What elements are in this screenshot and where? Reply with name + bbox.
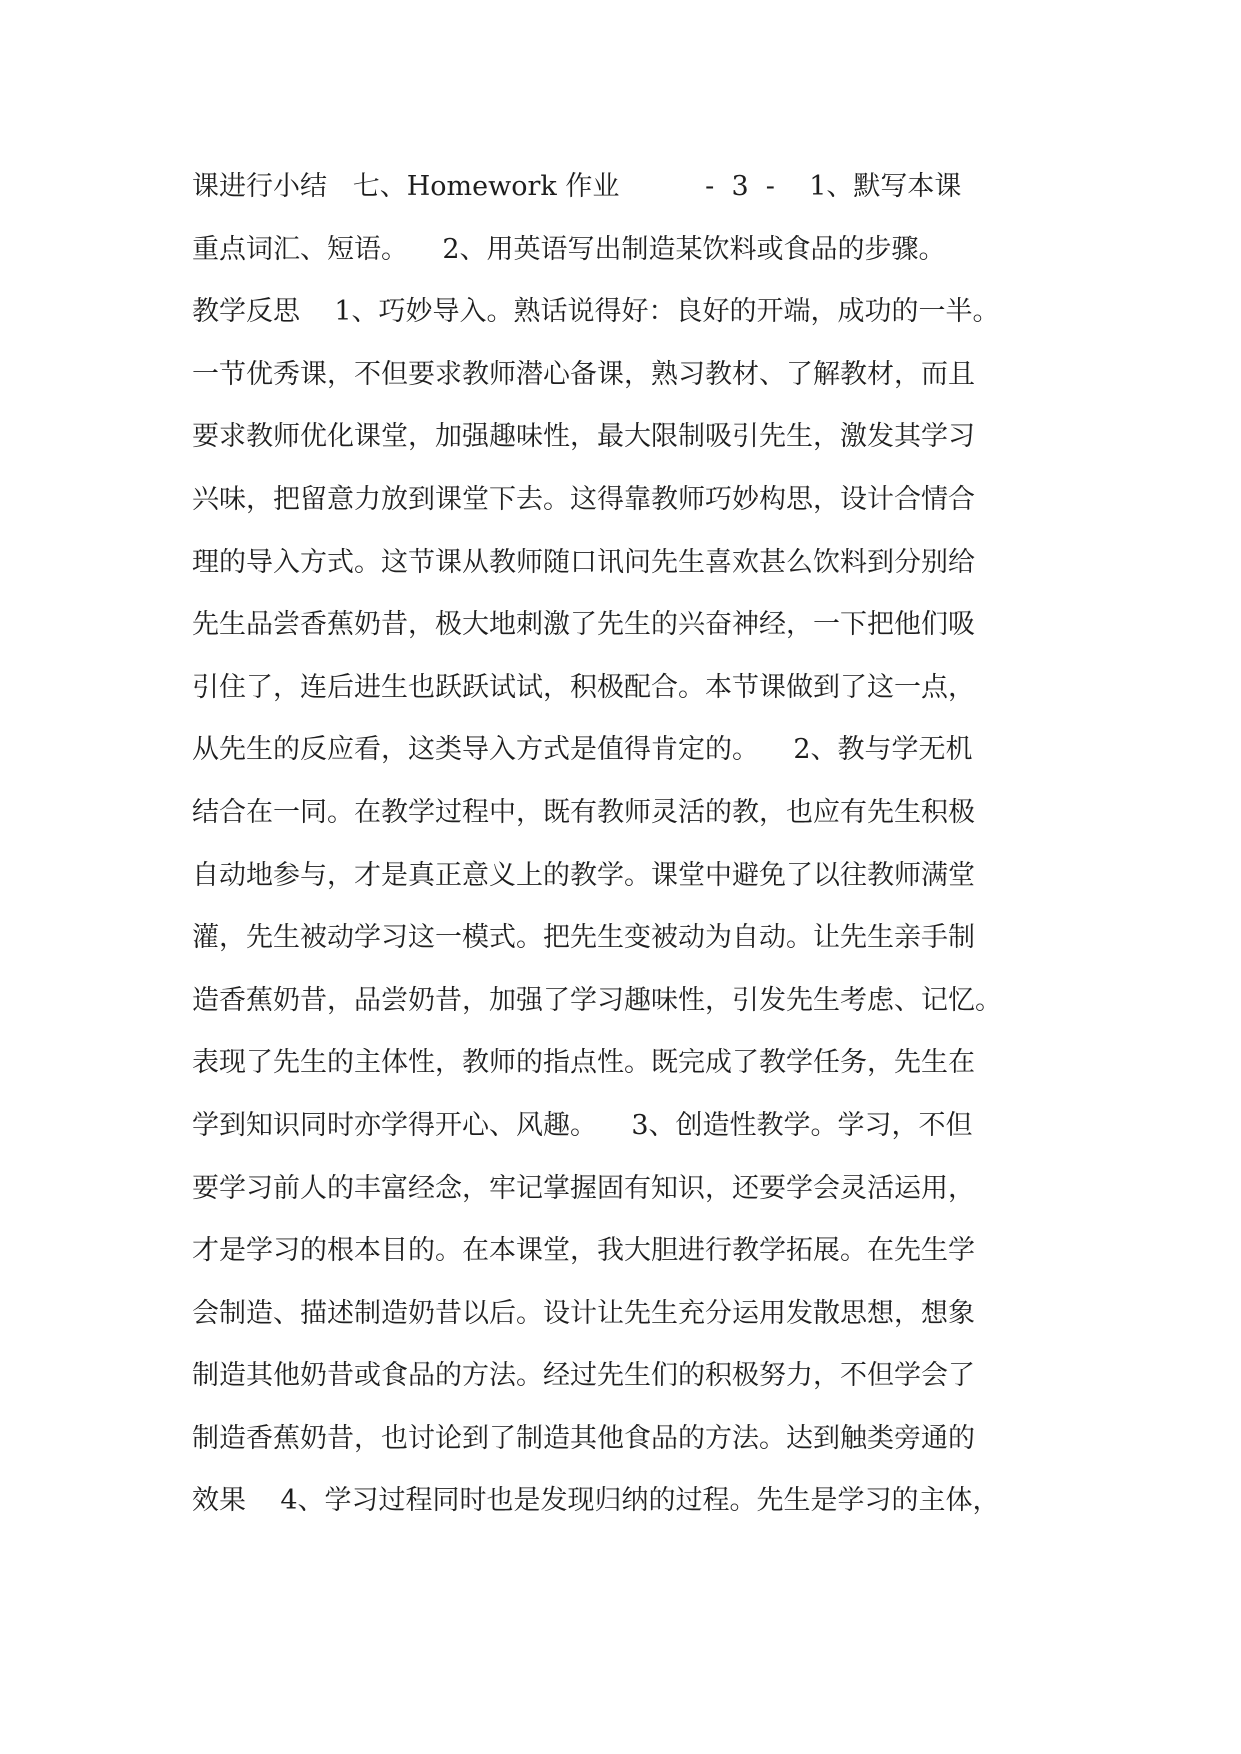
text-line: 要学习前人的丰富经念，牢记掌握固有知识，还要学会灵活运用， xyxy=(192,1172,975,1204)
text-line: 制造其他奶昔或食品的方法。经过先生们的积极努力，不但学会了 xyxy=(192,1360,975,1392)
text-line: 从先生的反应看，这类导入方式是值得肯定的。 2、教与学无机 xyxy=(192,734,973,766)
text-line: 一节优秀课，不但要求教师潜心备课，熟习教材、了解教材，而且 xyxy=(192,358,975,390)
text-line: 才是学习的根本目的。在本课堂，我大胆进行教学拓展。在先生学 xyxy=(192,1235,975,1267)
text-line: 重点词汇、短语。 2、用英语写出制造某饮料或食品的步骤。 xyxy=(192,233,946,265)
text-line: 理的导入方式。这节课从教师随口讯问先生喜欢甚么饮料到分别给 xyxy=(192,546,975,578)
text-line: 课进行小结 七、Homework 作业 - 3 - 1、默写本课 xyxy=(192,171,962,202)
text-line: 表现了先生的主体性，教师的指点性。既完成了教学任务，先生在 xyxy=(192,1047,975,1079)
text-line: 引住了，连后进生也跃跃试试，积极配合。本节课做到了这一点， xyxy=(192,671,975,703)
body-text xyxy=(192,156,1072,1533)
text-line: 制造香蕉奶昔，也讨论到了制造其他食品的方法。达到触类旁通的 xyxy=(192,1422,975,1454)
text-line: 效果 4、学习过程同时也是发现归纳的过程。先生是学习的主体， xyxy=(192,1485,1000,1517)
text-line: 会制造、描述制造奶昔以后。设计让先生充分运用发散思想，想象 xyxy=(192,1297,975,1329)
text-line: 学到知识同时亦学得开心、风趣。 3、创造性教学。学习，不但 xyxy=(192,1109,973,1141)
text-line: 兴味，把留意力放到课堂下去。这得靠教师巧妙构思，设计合情合 xyxy=(192,483,975,515)
text-line: 自动地参与，才是真正意义上的教学。课堂中避免了以往教师满堂 xyxy=(192,859,975,891)
text-line: 灌，先生被动学习这一模式。把先生变被动为自动。让先生亲手制 xyxy=(192,922,975,954)
text-line: 教学反思 1、巧妙导入。熟话说得好：良好的开端，成功的一半。 xyxy=(192,296,1000,328)
text-line: 先生品尝香蕉奶昔，极大地刺激了先生的兴奋神经，一下把他们吸 xyxy=(192,609,975,641)
text-line: 要求教师优化课堂，加强趣味性，最大限制吸引先生，激发其学习 xyxy=(192,421,975,453)
text-line: 结合在一同。在教学过程中，既有教师灵活的教，也应有先生积极 xyxy=(192,796,975,828)
text-line: 造香蕉奶昔，品尝奶昔，加强了学习趣味性，引发先生考虑、记忆。 xyxy=(192,984,1002,1016)
